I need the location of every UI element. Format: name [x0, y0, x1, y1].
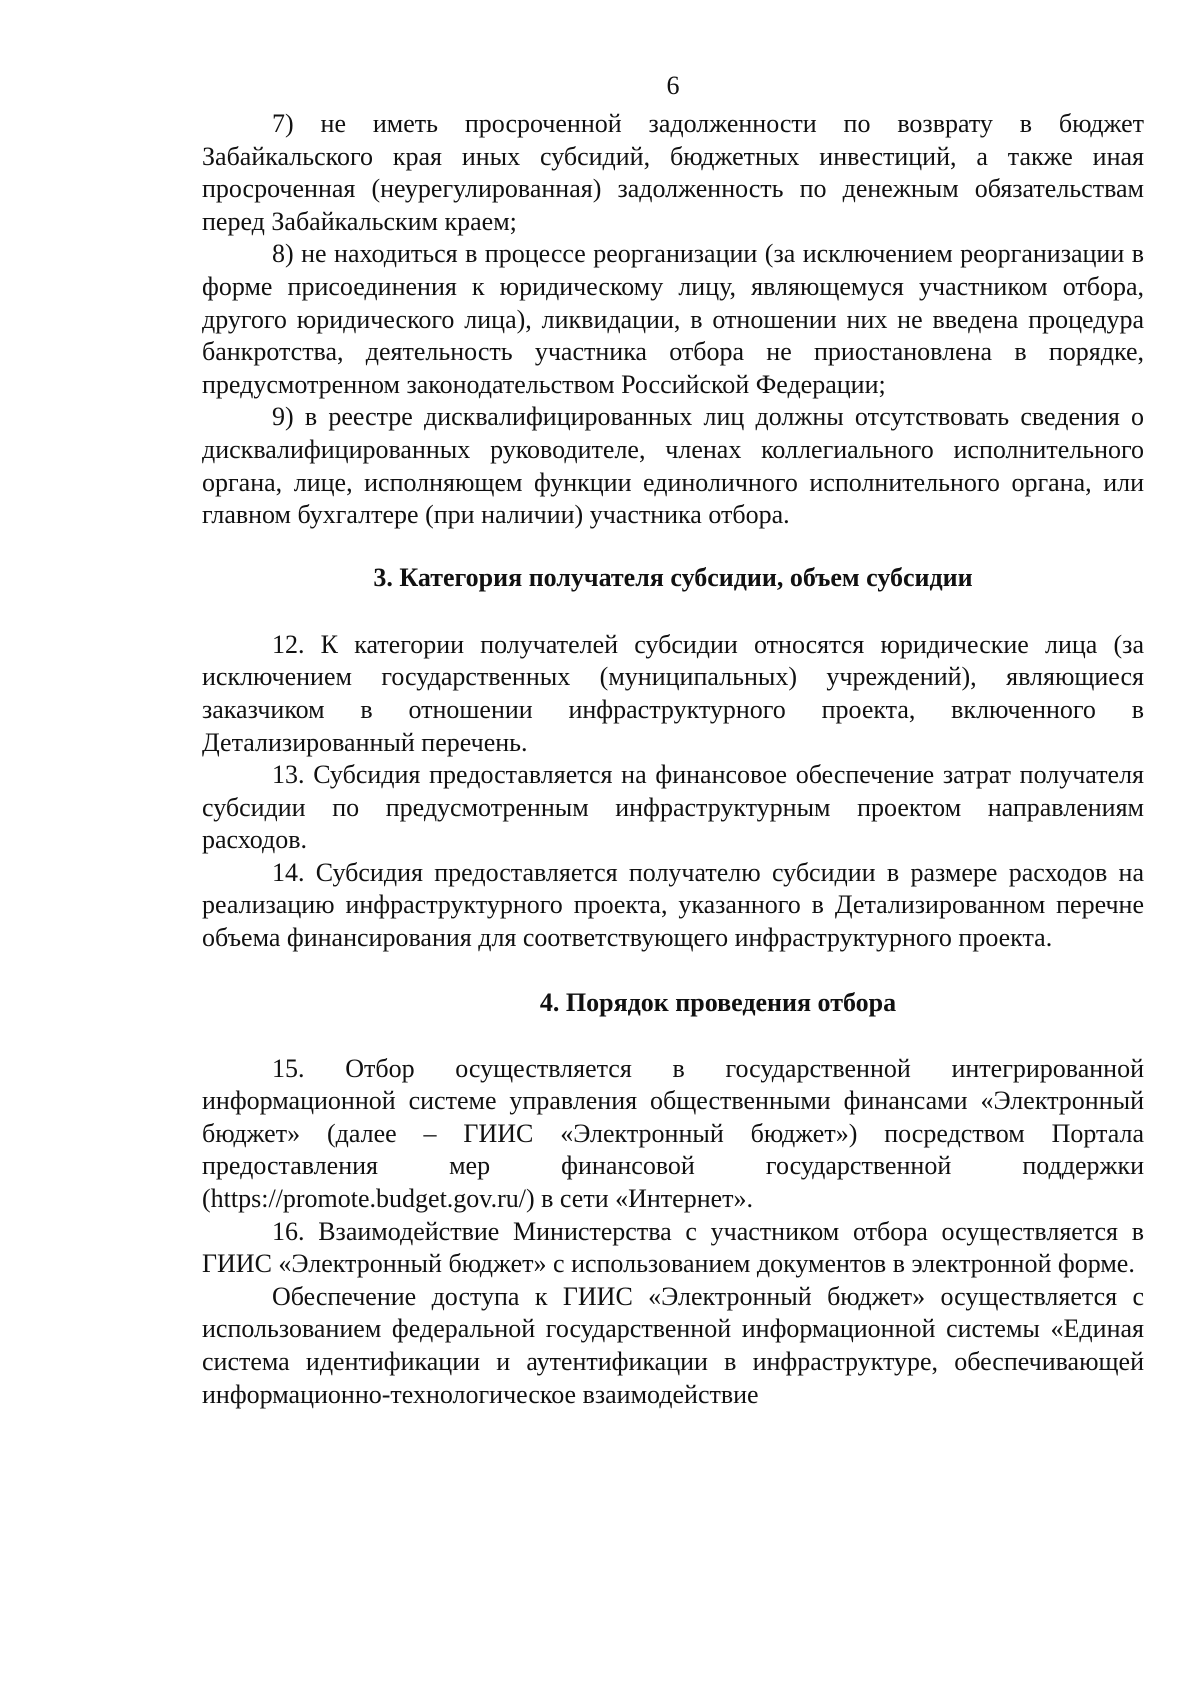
paragraph-item-14: 14. Субсидия предоставляется получателю субсидии в размере расходов на реализацию инфраструктурного проекта, указанного в Детализированном перечне объема финансирования для соответствующего инфраструктурного проекта. [202, 857, 1144, 953]
section-3-heading: 3. Категория получателя субсидии, объем субсидии [373, 562, 973, 592]
page-number: 6 [666, 71, 680, 100]
section-4-heading: 4. Порядок проведения отбора [539, 987, 897, 1017]
paragraph-access: Обеспечение доступа к ГИИС «Электронный бюджет» осуществляется с использованием федеральной государственной информационной системы «Единая система идентификации и аутентификации в инфраструктуре, обеспечивающей информационно-технологическое взаимодействие [202, 1281, 1144, 1409]
paragraph-item-12: 12. К категории получателей субсидии относятся юридические лица (за исключением государственных (муниципальных) учреждений), являющиеся заказчиком в отношении инфраструктурного проекта, включенного в Детализированный перечень. [202, 629, 1144, 757]
paragraph-item-15: 15. Отбор осуществляется в государственной интегрированной информационной системе управления общественными финансами «Электронный бюджет» (далее – ГИИС «Электронный бюджет») посредством Портала предоставления мер финансовой государственной поддержки (https://promote.budget.gov.ru/) в сети «Интернет». [202, 1053, 1144, 1214]
paragraph-item-8: 8) не находиться в процессе реорганизации (за исключением реорганизации в форме присоединения к юридическому лицу, являющемуся участником отбора, другого юридического лица), ликвидации, в отношении них не введена процедура банкротства, деятельность участника отбора не приостановлена в порядке, предусмотренном законодательством Российской Федерации; [202, 239, 1144, 399]
paragraph-item-16: 16. Взаимодействие Министерства с участником отбора осуществляется в ГИИС «Электронный бюджет» с использованием документов в электронной форме. [202, 1216, 1144, 1279]
paragraph-item-7: 7) не иметь просроченной задолженности по возврату в бюджет Забайкальского края иных субсидий, бюджетных инвестиций, а также иная просроченная (неурегулированная) задолженность по денежным обязательствам перед Забайкальским краем; [202, 109, 1144, 236]
document-page [202, 70, 1144, 1411]
paragraph-item-13: 13. Субсидия предоставляется на финансовое обеспечение затрат получателя субсидии по предусмотренным инфраструктурным проектом направлениям расходов. [202, 760, 1144, 855]
paragraph-item-9: 9) в реестре дисквалифицированных лиц должны отсутствовать сведения о дисквалифицированных руководителе, членах коллегиального исполнительного органа, лице, исполняющем функции единоличного исполнительного органа, или главном бухгалтере (при наличии) участника отбора. [202, 402, 1144, 530]
